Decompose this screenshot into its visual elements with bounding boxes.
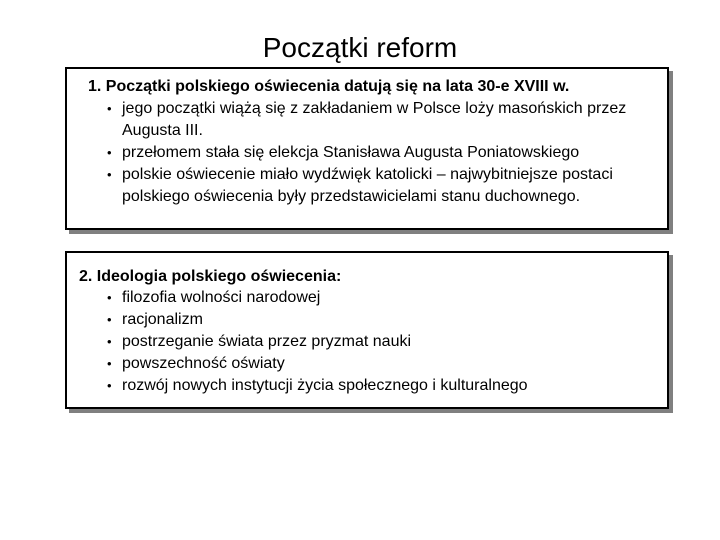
bullet-icon: •: [107, 290, 112, 305]
list-item: [107, 287, 657, 309]
section-1-box: [65, 67, 669, 230]
slide-title: Początki reform: [262, 32, 458, 63]
bullet-icon: •: [107, 101, 112, 116]
list-item-text: postrzeganie świata przez pryzmat nauki: [122, 333, 412, 350]
list-item: [107, 98, 657, 142]
list-item-text: przełomem stała się elekcja Stanisława Augusta Poniatowskiego: [122, 144, 580, 161]
list-item: [107, 353, 657, 375]
list-item: [107, 142, 657, 164]
section-1-heading: 1. Początki polskiego oświecenia datują się na lata 30-e XVIII w.: [88, 78, 570, 95]
list-item-text: powszechność oświaty: [122, 355, 285, 372]
list-item: [107, 375, 657, 397]
list-item: [107, 309, 657, 331]
section-1-bullet-list: [107, 98, 657, 208]
list-item-text: rozwój nowych instytucji życia społecznego i kulturalnego: [122, 377, 528, 394]
list-item-text: racjonalizm: [122, 311, 203, 328]
list-item-text: filozofia wolności narodowej: [122, 289, 321, 306]
bullet-icon: •: [107, 356, 112, 371]
bullet-icon: •: [107, 312, 112, 327]
section-2-bullet-list: [107, 287, 657, 397]
list-item: [107, 164, 657, 208]
section-2-box: [65, 251, 669, 409]
list-item-text: jego początki wiążą się z zakładaniem w Polsce loży masońskich przez Augusta III.: [122, 100, 627, 139]
list-item-text: polskie oświecenie miało wydźwięk katolicki – najwybitniejsze postaci polskiego oświecenia były przedstawicielami stanu duchownego.: [122, 166, 613, 205]
section-2-heading: 2. Ideologia polskiego oświecenia:: [79, 268, 342, 285]
list-item: [107, 331, 657, 353]
bullet-icon: •: [107, 167, 112, 182]
bullet-icon: •: [107, 145, 112, 160]
bullet-icon: •: [107, 334, 112, 349]
bullet-icon: •: [107, 378, 112, 393]
